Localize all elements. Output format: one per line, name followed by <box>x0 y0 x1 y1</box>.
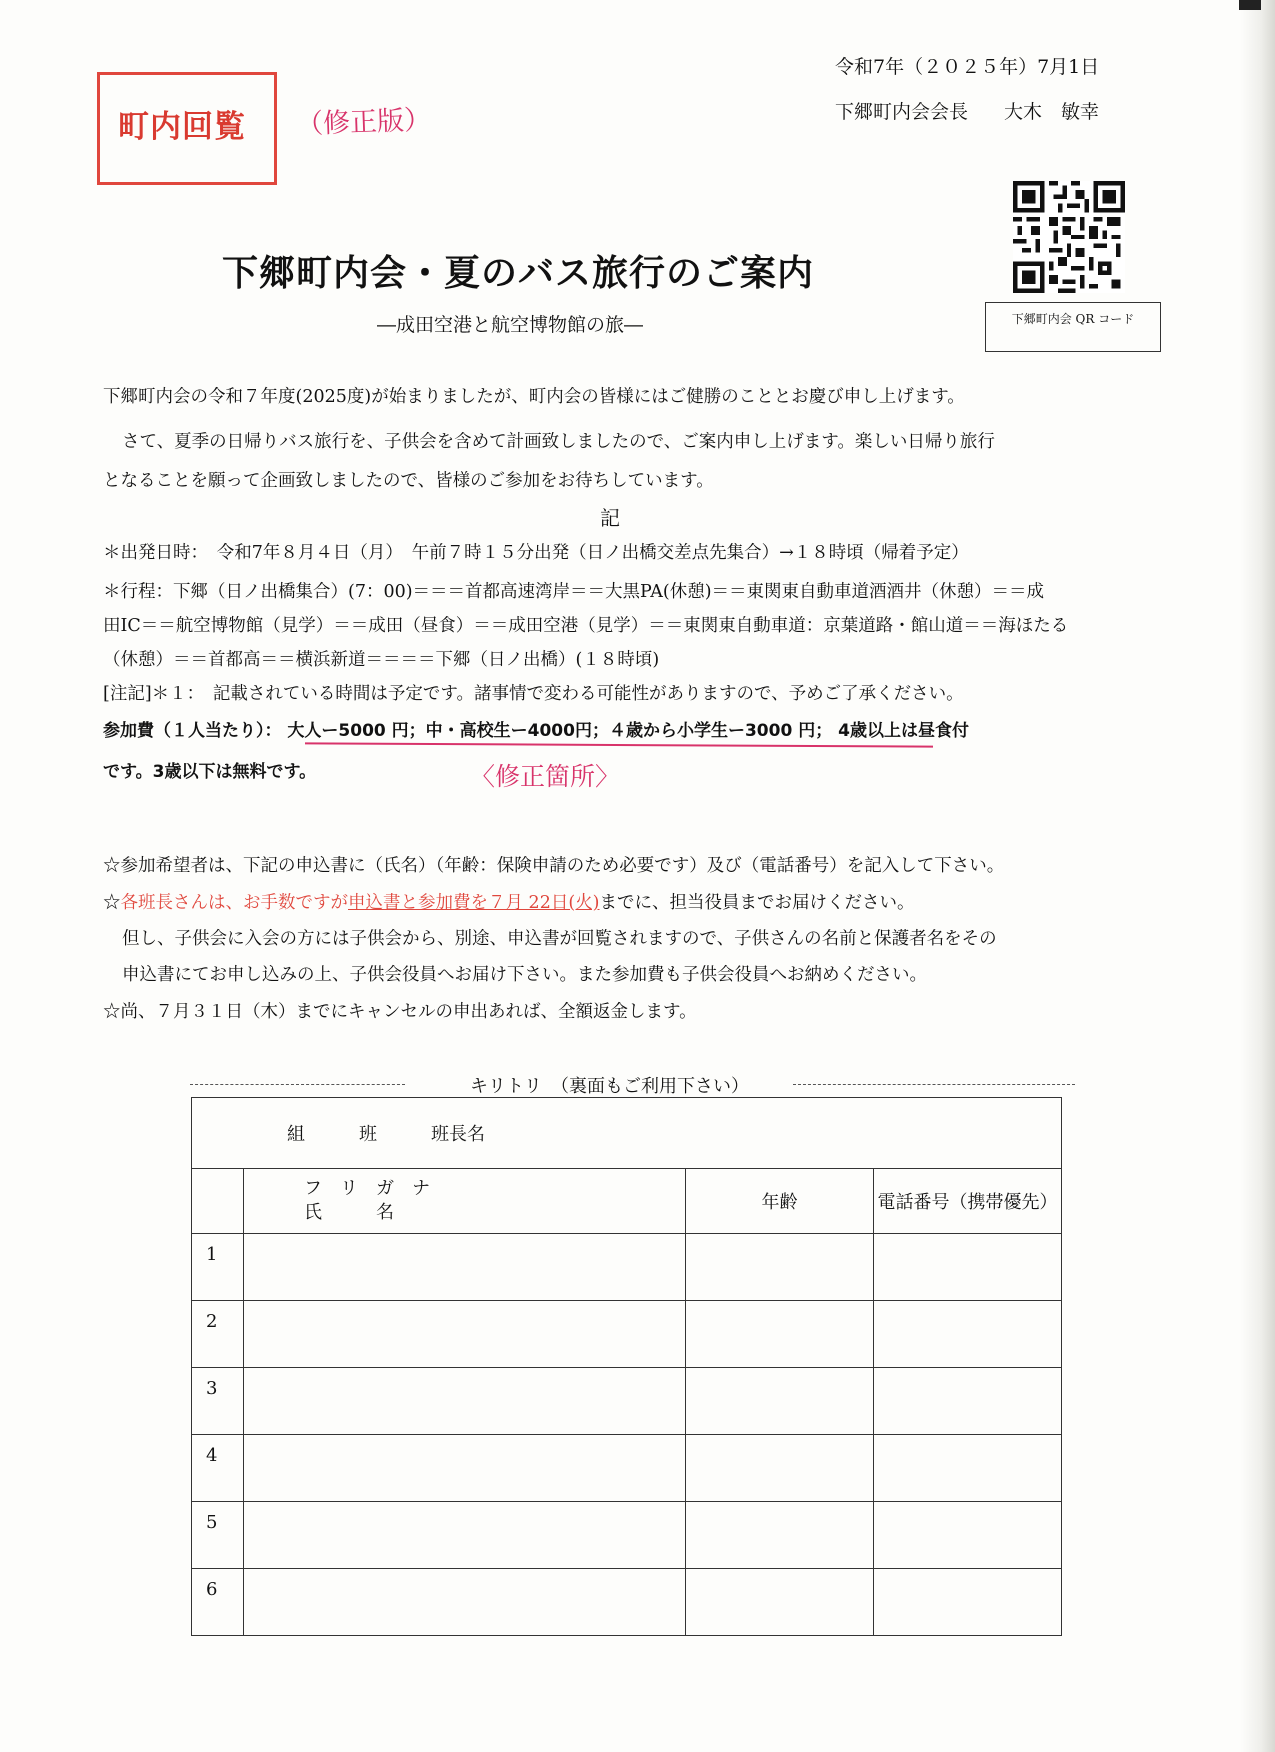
cancel-policy: ☆尚、７月３１日（木）までにキャンセルの申出あれば、全額返金します。 <box>103 1002 697 1022</box>
phone-label: 電話番号（携帯優先） <box>877 1192 1058 1213</box>
kids-club-line-1: 但し、子供会に入会の方には子供会から、別途、申込書が回覧されますので、子供さんの名前と保護者名をその <box>122 929 997 949</box>
application-form <box>191 1097 1062 1636</box>
cut-label: キリトリ （裏面もご利用下さい） <box>470 1076 749 1097</box>
row-number: 3 <box>192 1368 244 1435</box>
page-subtitle: ―成田空港と航空博物館の旅― <box>377 314 644 336</box>
name-header <box>244 1169 686 1234</box>
star-mark: ☆ <box>103 893 121 913</box>
deadline-rest: までに、担当役員までお届けください。 <box>599 893 915 913</box>
itinerary-line-2: 田IC＝＝航空博物館（見学）＝＝成田（昼食）＝＝成田空港（見学）＝＝東関東自動車道：京葉道路・館山道＝＝海ほたる <box>103 616 1069 636</box>
phone-cell[interactable] <box>874 1368 1062 1435</box>
row-number: 2 <box>192 1301 244 1368</box>
phone-cell[interactable] <box>874 1301 1062 1368</box>
number-header <box>192 1169 244 1234</box>
ki-heading: 記 <box>600 506 620 530</box>
stamp-label: 町内回覧 <box>118 109 246 145</box>
fee-lunch-note: 4歳以上は昼食付 <box>838 721 969 741</box>
circulation-stamp <box>97 72 277 185</box>
table-row <box>192 1435 1062 1502</box>
president-title: 下郷町内会会長 <box>835 101 969 123</box>
deadline-red-text: 各班長さんは、お手数ですが <box>120 893 348 913</box>
fee-label: 参加費（１人当たり）： <box>103 721 282 741</box>
fee-line <box>103 716 969 741</box>
age-cell[interactable] <box>686 1368 874 1435</box>
row-number: 6 <box>192 1569 244 1636</box>
phone-header <box>874 1169 1062 1234</box>
qr-code-icon <box>1013 181 1125 293</box>
handwritten-underline <box>305 742 933 747</box>
page-title: 下郷町内会・夏のバス旅行のご案内 <box>222 253 815 294</box>
group-row[interactable] <box>192 1098 1062 1169</box>
fee-line-2: です。3歳以下は無料です。 <box>103 762 317 782</box>
correction-handwriting: 〈修正箇所〉 <box>470 762 621 791</box>
row-number: 5 <box>192 1502 244 1569</box>
kids-club-line-2: 申込書にてお申し込みの上、子供会役員へお届け下さい。また参加費も子供会役員へお納めください。 <box>122 965 927 985</box>
row-number: 1 <box>192 1234 244 1301</box>
phone-cell[interactable] <box>874 1569 1062 1636</box>
table-row <box>192 1301 1062 1368</box>
fee-values: 大人ー5000 円；中・高校生ー4000円；４歳から小学生ー3000 円； <box>287 721 833 741</box>
age-cell[interactable] <box>686 1234 874 1301</box>
name-label: 氏 名 <box>304 1202 394 1223</box>
cut-line <box>190 1072 1075 1097</box>
age-cell[interactable] <box>686 1569 874 1636</box>
departure-line: ＊出発日時： 令和7年８月４日（月） 午前７時１５分出発（日ノ出橋交差点先集合）→１８時頃（帰着予定） <box>103 543 969 563</box>
name-cell[interactable] <box>244 1234 686 1301</box>
name-cell[interactable] <box>244 1368 686 1435</box>
age-cell[interactable] <box>686 1301 874 1368</box>
furigana-label: フ リ ガ ナ <box>304 1178 430 1199</box>
group-row-label: 組 班 班長名 <box>287 1124 485 1145</box>
age-cell[interactable] <box>686 1502 874 1569</box>
age-cell[interactable] <box>686 1435 874 1502</box>
revised-version-handwriting: （修正版） <box>295 104 432 141</box>
apply-instruction: ☆参加希望者は、下記の申込書に（氏名）（年齢：保険申請のため必要です）及び（電話番号）を記入して下さい。 <box>103 856 1005 876</box>
name-cell[interactable] <box>244 1569 686 1636</box>
qr-caption-box <box>985 302 1161 352</box>
itinerary-line-1: ＊行程：下郷（日ノ出橋集合）(7：00)＝＝＝首都高速湾岸＝＝大黒PA(休憩)＝＝東関東自動車道酒酒井（休憩）＝＝成 <box>103 582 1045 602</box>
table-row <box>192 1569 1062 1636</box>
name-cell[interactable] <box>244 1435 686 1502</box>
scan-edge-shadow <box>1241 0 1275 1752</box>
deadline-date: 申込書と参加費を７月 22日(火) <box>348 893 600 913</box>
cut-dash-left <box>190 1084 405 1085</box>
intro-line-2: となることを願って企画致しましたので、皆様のご参加をお待ちしています。 <box>103 471 714 491</box>
itinerary-line-3: （休憩）＝＝首都高＝＝横浜新道＝＝＝＝下郷（日ノ出橋）(１８時頃) <box>103 650 660 670</box>
table-row <box>192 1368 1062 1435</box>
intro-line-1: さて、夏季の日帰りバス旅行を、子供会を含めて計画致しましたので、ご案内申し上げます。楽しい日帰り旅行 <box>122 432 995 452</box>
name-cell[interactable] <box>244 1502 686 1569</box>
phone-cell[interactable] <box>874 1435 1062 1502</box>
issue-date: 令和7年（２０２５年）7月1日 <box>835 56 1100 78</box>
schedule-note: [注記]＊１： 記載されている時間は予定です。諸事情で変わる可能性がありますので、予めご了承ください。 <box>103 684 964 704</box>
cut-dash-right <box>793 1084 1075 1085</box>
table-row <box>192 1502 1062 1569</box>
age-label: 年齢 <box>761 1192 798 1213</box>
phone-cell[interactable] <box>874 1234 1062 1301</box>
age-header <box>686 1169 874 1234</box>
greeting-paragraph: 下郷町内会の令和７年度(2025度)が始まりましたが、町内会の皆様にはご健勝のこととお慶び申し上げます。 <box>103 387 965 407</box>
scan-mark <box>1239 0 1261 10</box>
president-line <box>835 97 1099 124</box>
phone-cell[interactable] <box>874 1502 1062 1569</box>
table-row <box>192 1234 1062 1301</box>
name-cell[interactable] <box>244 1301 686 1368</box>
deadline-line <box>103 889 915 914</box>
row-number: 4 <box>192 1435 244 1502</box>
president-name: 大木 敏幸 <box>1004 101 1100 123</box>
qr-caption: 下郷町内会 QR コード <box>1011 312 1135 326</box>
